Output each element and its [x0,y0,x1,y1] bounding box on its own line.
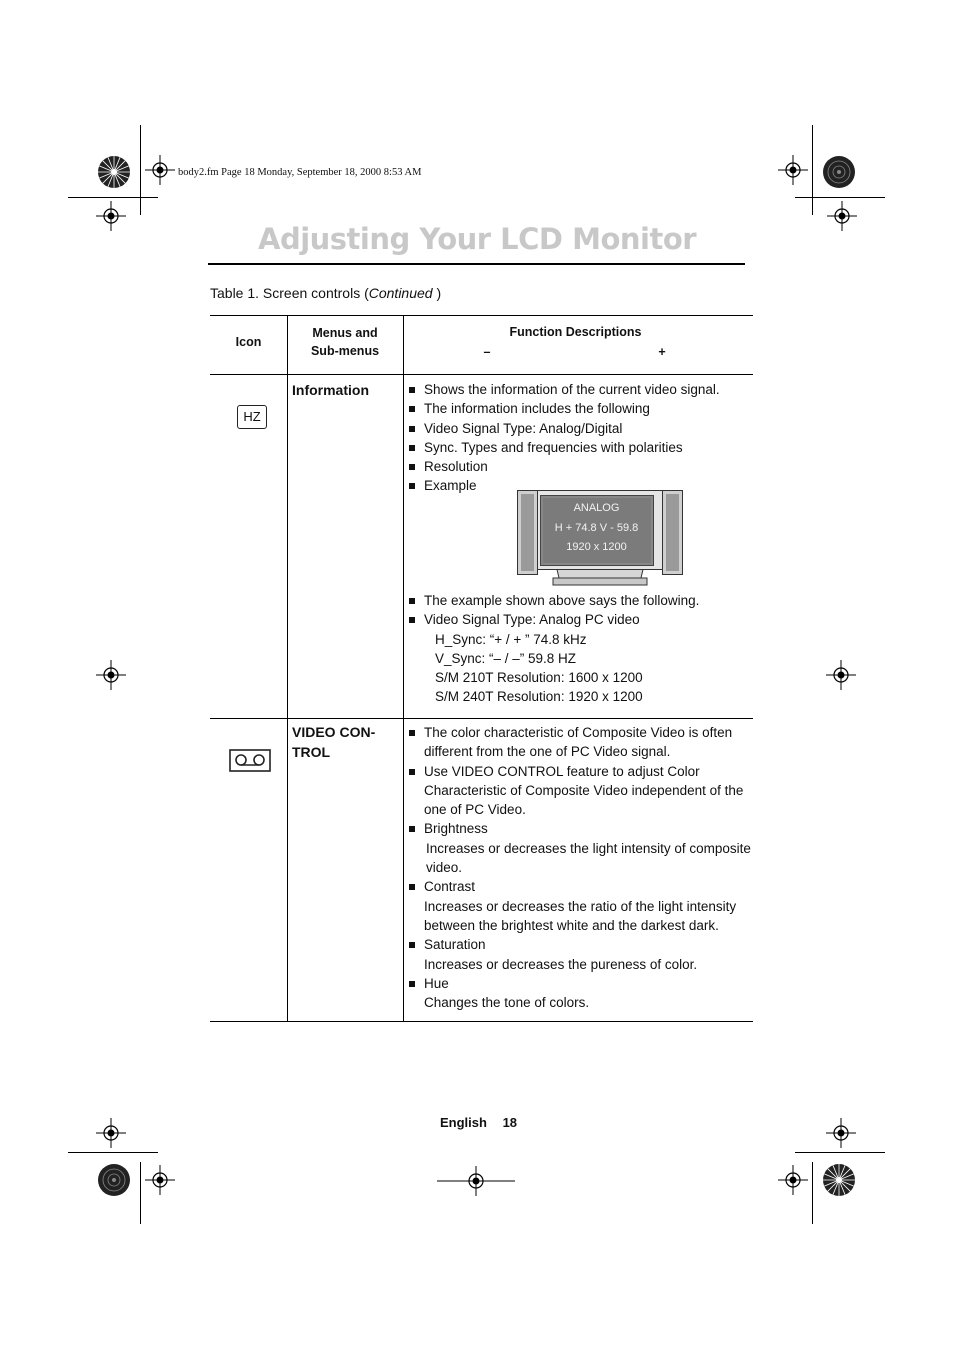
header-plus: + [658,345,666,359]
menu-video-control [292,722,375,762]
registration-crosshair-icon [827,201,857,231]
table-caption [210,285,441,301]
detail-line: S/M 240T Resolution: 1920 x 1200 [435,689,643,705]
registration-sunburst-icon [822,155,856,189]
list-item: Contrast [408,877,751,896]
information-description [408,380,720,496]
list-item-continuation: Changes the tone of colors. [424,995,590,1011]
file-info: body2.fm Page 18 Monday, September 18, 2000 8:53 AM [178,167,422,178]
table-column-divider [287,315,288,1022]
header-menus [287,324,403,360]
detail-line: V_Sync: “– / –” 59.8 HZ [435,650,577,666]
table-rule-header [210,374,753,375]
page-number: 18 [502,1115,518,1130]
example-screen-line2: H + 74.8 V - 59.8 [554,522,639,534]
detail-line: S/M 210T Resolution: 1600 x 1200 [435,670,643,686]
menu-video-control-line2: TROL [292,744,331,760]
header-function: Function Descriptions [509,325,642,339]
registration-crosshair-icon [145,155,175,185]
table-rule-top [210,315,753,316]
caption-continued: Continued [368,285,433,301]
list-item: Shows the information of the current video signal. [408,380,720,399]
list-item: Example [408,476,720,495]
caption-suffix: ) [432,285,442,301]
list-item: Video Signal Type: Analog/Digital [408,419,720,438]
registration-crosshair-icon [437,1166,515,1196]
information-example-notes [408,591,699,707]
registration-crosshair-icon [826,660,856,690]
list-item-continuation: Increases or decreases the ratio of the light intensity [424,898,737,914]
menu-video-control-line1: VIDEO CON- [292,724,376,740]
table-column-divider [403,315,404,1022]
title-rule [208,263,745,265]
list-item-continuation: Increases or decreases the light intensity of composite [426,840,751,856]
header-minus: – [483,345,491,359]
table-rule-bottom [210,1021,753,1022]
registration-crosshair-icon [96,1118,126,1148]
table-rule-row [210,718,753,719]
registration-crosshair-icon [826,1118,856,1148]
list-item: Video Signal Type: Analog PC video [408,610,699,629]
list-item: The example shown above says the following. [408,591,699,610]
list-item-continuation: video. [426,860,463,876]
footer-language: English [440,1115,487,1130]
menu-information: Information [292,382,369,398]
registration-crosshair-icon [96,660,126,690]
list-item: Resolution [408,457,720,476]
list-item-continuation: Characteristic of Composite Video independent of the [424,782,744,798]
caption-prefix: Table 1. Screen controls ( [210,285,369,301]
list-item: Sync. Types and frequencies with polarities [408,438,720,457]
list-item: Saturation [408,935,751,954]
detail-line: H_Sync: “+ / + ” 74.8 kHz [435,631,587,647]
registration-sunburst-icon [822,1163,856,1197]
list-item-continuation: between the brightest white and the darkest dark. [424,917,719,933]
header-menus-line1: Menus and [312,326,378,340]
list-item: Use VIDEO CONTROL feature to adjust Color [408,762,751,781]
list-item: Hue [408,974,751,993]
hz-icon: HZ [237,405,267,429]
video-control-description [408,723,751,1012]
registration-crosshair-icon [145,1165,175,1195]
page-footer [440,1115,517,1130]
registration-crosshair-icon [778,155,808,185]
list-item-continuation: Increases or decreases the pureness of color. [424,956,698,972]
list-item-continuation: different from the one of PC Video signal. [424,744,671,760]
registration-sunburst-icon [97,1163,131,1197]
list-item: The information includes the following [408,399,720,418]
example-screen-line1: ANALOG [573,502,620,514]
list-item: The color characteristic of Composite Video is often [408,723,751,742]
video-tape-icon [229,749,271,772]
registration-crosshair-icon [778,1165,808,1195]
registration-sunburst-icon [97,155,131,189]
registration-crosshair-icon [96,201,126,231]
example-screen-line3: 1920 x 1200 [566,541,627,553]
list-item-continuation: one of PC Video. [424,802,526,818]
list-item: Brightness [408,819,751,838]
header-icon: Icon [235,335,262,349]
page-title: Adjusting Your LCD Monitor [258,222,697,256]
header-menus-line2: Sub-menus [310,344,380,358]
